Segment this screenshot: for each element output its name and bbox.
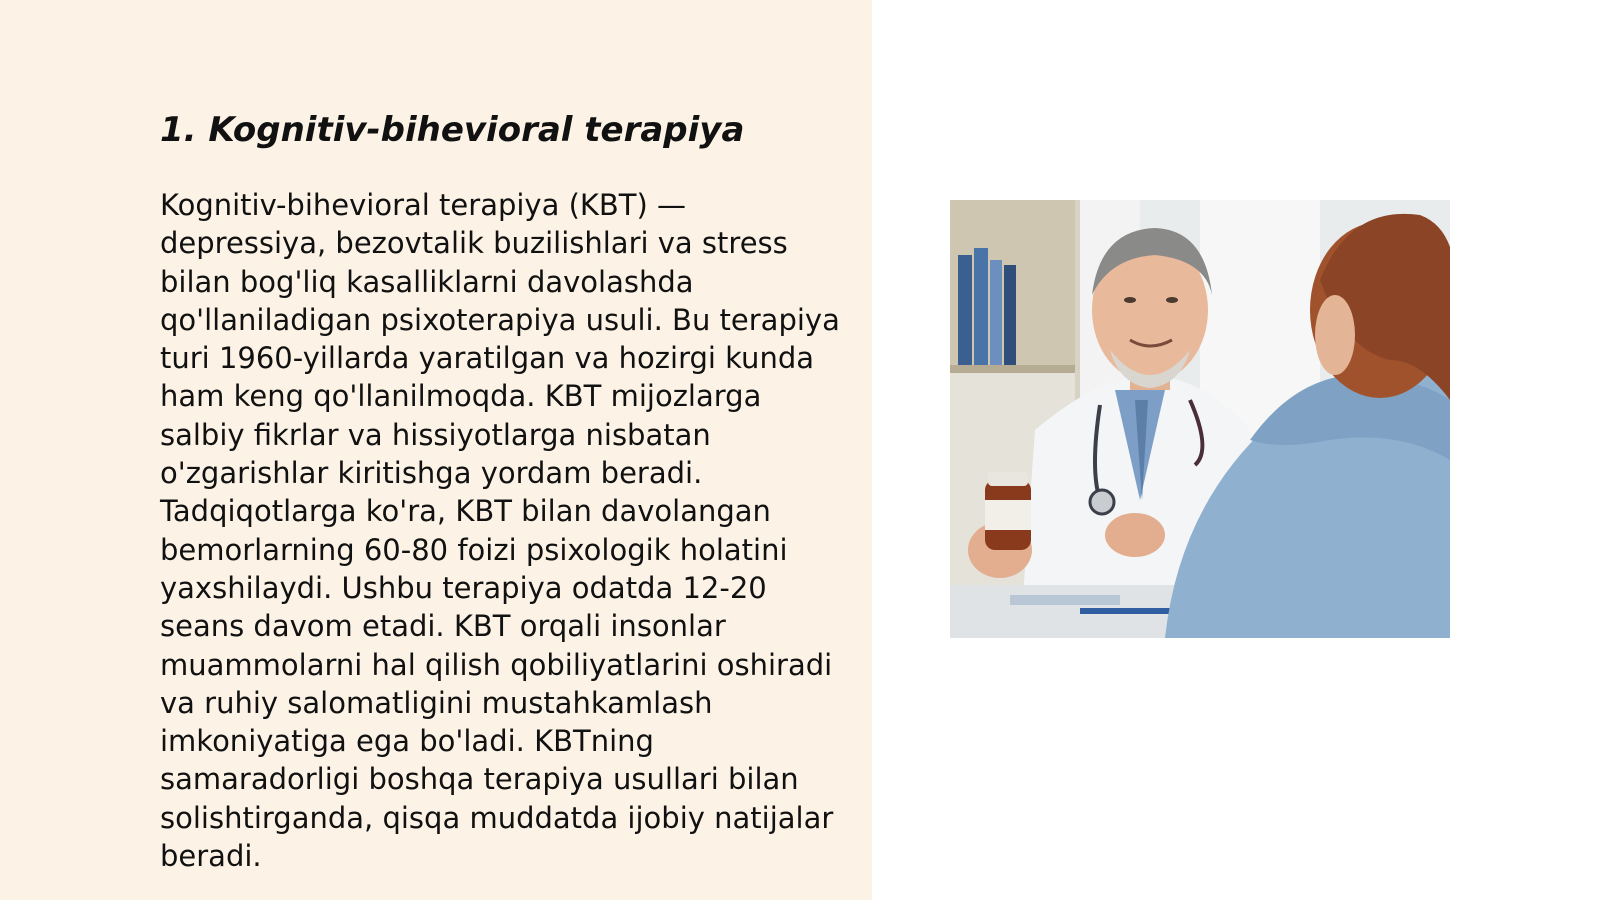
- slide-body-text: Kognitiv-bihevioral terapiya (KBT) — depressiya, bezovtalik buzilishlari va stress bilan bog'liq kasalliklarni davolashda qo'llaniladigan psixoterapiya usuli. Bu terapiya turi 1960-yillarda yaratilgan va hozirgi kunda ham keng qo'llanilmoqda. KBT mijozlarga salbiy fikrlar va hissiyotlarga nisbatan o'zgarishlar kiritishga yordam beradi. Tadqiqotlarga ko'ra, KBT bilan davolangan bemorlarning 60-80 foizi psixologik holatini yaxshilaydi. Ushbu terapiya odatda 12-20 seans davom etadi. KBT orqali insonlar muammolarni hal qilish qobiliyatlarini oshiradi va ruhiy salomatligini mustahkamlash imkoniyatiga ega bo'ladi. KBTning samaradorligi boshqa terapiya usullari bilan solishtirganda, qisqa muddatda ijobiy natijalar beradi.: [160, 188, 840, 874]
- doctor-consultation-photo: [950, 200, 1450, 638]
- slide-title: 1. Kognitiv-bihevioral terapiya: [160, 110, 745, 150]
